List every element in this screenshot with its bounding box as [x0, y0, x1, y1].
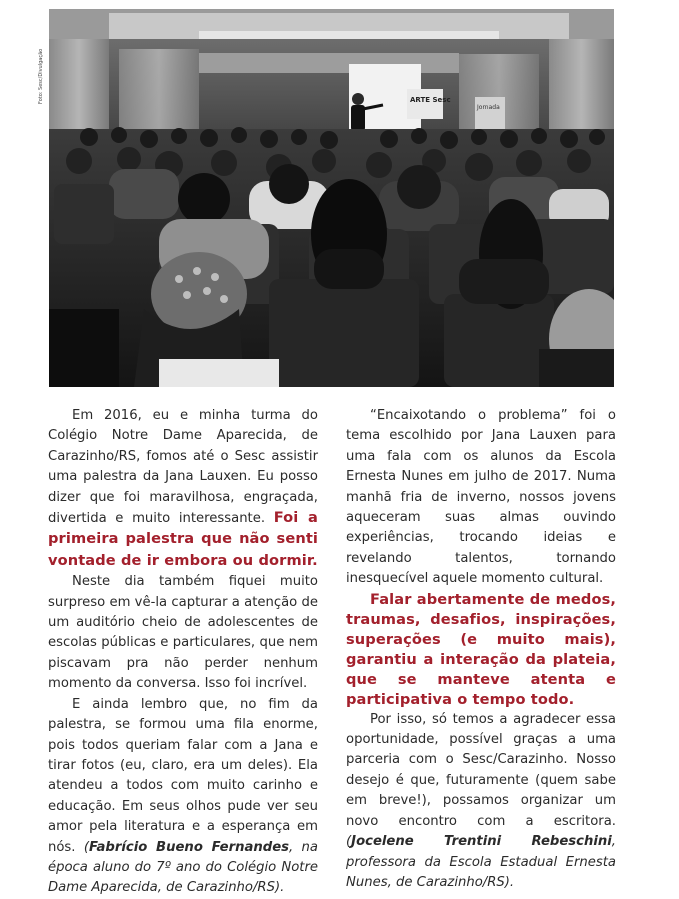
- left-p1-text: Em 2016, eu e minha turma do Colégio Notre Dame Aparecida, de Carazinho/RS, fomos até o Sesc assistir uma palestra da Jana Lauxen. Eu posso dizer que foi maravilhosa, engraçada, divertida e muito interessante.: [48, 408, 318, 527]
- auditorium-photo: [49, 9, 614, 387]
- right-paragraph-1: “Encaixotando o problema” foi o tema escolhido por Jana Lauxen para uma fala com os alunos da Escola Ernesta Nunes em julho de 2017. Numa manhã fria de inverno, nossos jovens aqueceram suas almas ouvindo experiências, trocando ideias e revelando talentos, tornando inesquecível aquele momento cultural.: [346, 408, 616, 587]
- left-sig-role: , na época aluno do 7º ano do Colégio Notre Dame Aparecida, de Carazinho/RS).: [48, 839, 318, 896]
- left-paragraph-2: Neste dia também fiquei muito surpreso em vê-la capturar a atenção de um auditório cheio de adolescentes de escolas públicas e particulares, que nem piscavam pra não perder nenhum momento da conversa. Isso foi incrível.: [48, 574, 318, 692]
- left-signature: [48, 840, 318, 896]
- right-paragraph-2: [346, 710, 616, 894]
- right-sig-open: (: [346, 834, 352, 850]
- right-sig-name: Jocelene Trentini Rebeschini: [351, 834, 612, 850]
- left-paragraph-1: [48, 406, 318, 572]
- right-sig-role: , professora da Escola Estadual Ernesta Nunes, de Carazinho/RS).: [346, 834, 616, 890]
- right-p2-text: Por isso, só temos a agradecer essa oportunidade, possível graças a uma parceria com o Sesc/Carazinho. Nosso desejo é que, futuramente (quem sabe em breve!), possamos organizar um novo encontro com a escritora.: [346, 711, 616, 829]
- banner-text: ARTE Sesc: [410, 96, 451, 104]
- left-column: [48, 406, 318, 899]
- poster-text: Jornada: [477, 104, 500, 111]
- photo-credit: Foto: Sesc/Divulgação: [38, 48, 44, 104]
- left-p3-text: E ainda lembro que, no fim da palestra, se formou uma fila enorme, pois todos queriam falar com a Jana e tirar fotos (eu, claro, era um deles). Ela atendeu a todos com muito carinho e educação. Em seus olhos pude ver seu amor pela literatura e a esperança em nós.: [48, 696, 318, 855]
- left-sig-open: (: [83, 839, 90, 855]
- left-paragraph-3: [48, 695, 318, 899]
- left-sig-name: Fabrício Bueno Fernandes: [89, 839, 289, 855]
- right-signature: [346, 834, 616, 890]
- right-column: [346, 406, 616, 893]
- left-highlight: Foi a primeira palestra que não senti vontade de ir embora ou dormir.: [48, 509, 318, 569]
- right-highlight: Falar abertamente de medos, traumas, desafios, inspirações, superações (e muito mais), garantiu a interação da plateia, que se manteve atenta e participativa o tempo todo.: [346, 590, 616, 708]
